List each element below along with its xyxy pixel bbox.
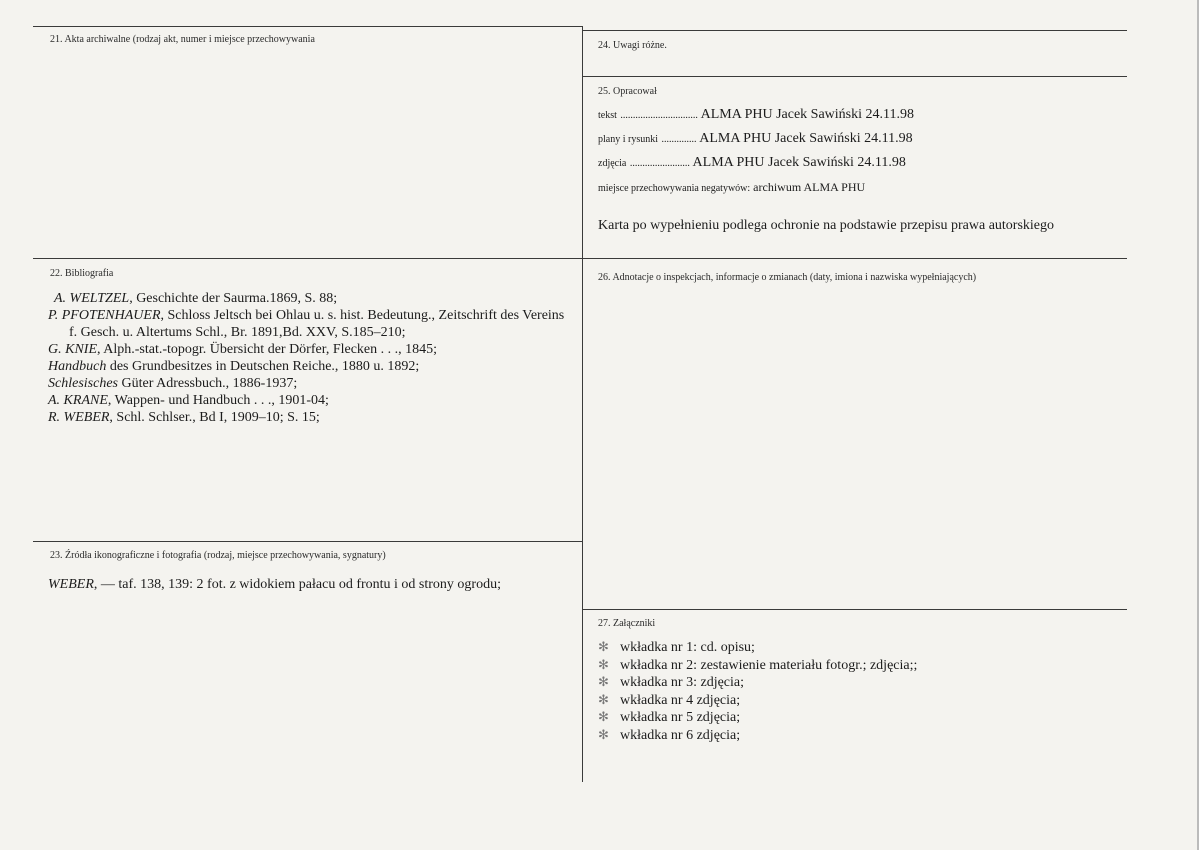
- bibliography-list: [48, 290, 564, 426]
- bibliography-entry: Schlesisches Güter Adressbuch., 1886-1937;: [48, 376, 298, 391]
- author-row-photos: zdjęcia ........................ ALMA PHU Jacek Sawiński 24.11.98: [598, 155, 906, 170]
- top-rule-right: [582, 30, 1127, 31]
- section-23-label: 23. Źródła ikonograficzne i fotografia (rodzaj, miejsce przechowywania, sygnatury): [50, 550, 386, 561]
- author-row-text: tekst ............................... ALMA PHU Jacek Sawiński 24.11.98: [598, 107, 914, 122]
- section-26-label: 26. Adnotacje o inspekcjach, informacje o zmianach (daty, imiona i nazwiska wypełniających): [598, 272, 977, 283]
- bibliography-entry: A. WELTZEL, Geschichte der Saurma.1869, S. 88;: [54, 291, 338, 306]
- iconography-entry: WEBER, — taf. 138, 139: 2 fot. z widokiem pałacu od frontu i od strony ogrodu;: [48, 577, 501, 592]
- rule-22-23: [33, 541, 582, 542]
- negatives-location: miejsce przechowywania negatywów: archiwum ALMA PHU: [598, 180, 866, 194]
- rule-21-22: [33, 258, 1127, 259]
- asterisk-icon: ✻: [598, 639, 609, 654]
- section-22-label: 22. Bibliografia: [50, 268, 114, 279]
- attachments-list: [598, 639, 917, 744]
- list-item: ✻ wkładka nr 6 zdjęcia;: [598, 726, 741, 743]
- list-item: ✻ wkładka nr 2: zestawienie materiału fotogr.; zdjęcia;;: [598, 656, 918, 673]
- asterisk-icon: ✻: [598, 691, 609, 707]
- section-27-label: 27. Załączniki: [598, 618, 656, 629]
- section-24-label: 24. Uwagi różne.: [598, 40, 667, 51]
- list-item: ✻ wkładka nr 5 zdjęcia;: [598, 709, 741, 725]
- rule-24-25: [582, 76, 1127, 77]
- section-25-label: 25. Opracował: [598, 86, 657, 97]
- copyright-note: Karta po wypełnieniu podlega ochronie na podstawie przepisu prawa autorskiego: [598, 218, 1055, 233]
- bibliography-entry: G. KNIE, Alph.-stat.-topogr. Übersicht der Dörfer, Flecken . . ., 1845;: [48, 342, 438, 357]
- bibliography-entry: P. PFOTENHAUER, Schloss Jeltsch bei Ohlau u. s. hist. Bedeutung., Zeitschrift des Vereins: [48, 308, 565, 323]
- asterisk-icon: ✻: [598, 709, 609, 724]
- list-item: ✻ wkładka nr 4 zdjęcia;: [598, 691, 741, 708]
- author-row-plans: plany i rysunki .............. ALMA PHU Jacek Sawiński 24.11.98: [598, 131, 913, 146]
- center-divider: [582, 26, 583, 782]
- section-21-label: 21. Akta archiwalne (rodzaj akt, numer i miejsce przechowywania: [50, 34, 315, 45]
- asterisk-icon: ✻: [598, 674, 609, 689]
- bibliography-entry: R. WEBER, Schl. Schlser., Bd I, 1909–10; S. 15;: [48, 410, 320, 425]
- bibliography-entry: f. Gesch. u. Altertums Schl., Br. 1891,Bd. XXV, S.185–210;: [69, 325, 406, 340]
- asterisk-icon: ✻: [598, 656, 609, 672]
- list-item: ✻ wkładka nr 1: cd. opisu;: [598, 639, 755, 655]
- bibliography-entry: Handbuch des Grundbesitzes in Deutschen Reiche., 1880 u. 1892;: [48, 359, 420, 374]
- rule-26-27: [582, 609, 1127, 610]
- list-item: ✻ wkładka nr 3: zdjęcia;: [598, 674, 745, 690]
- bibliography-entry: A. KRANE, Wappen- und Handbuch . . ., 1901-04;: [48, 393, 329, 408]
- asterisk-icon: ✻: [598, 726, 609, 742]
- top-rule-left: [33, 26, 582, 27]
